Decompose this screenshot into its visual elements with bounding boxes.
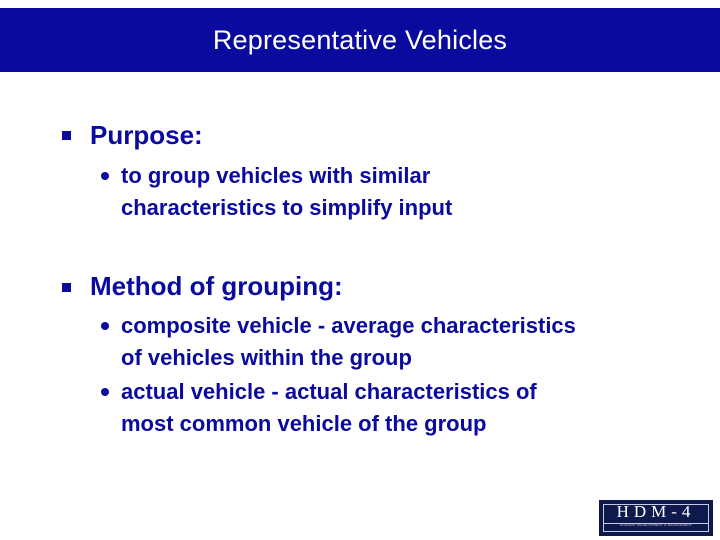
sub-bullet-actual-vehicle: [121, 376, 537, 440]
sub-bullet-purpose-text: [121, 160, 452, 224]
slide-title: Representative Vehicles: [212, 24, 508, 55]
round-bullet-icon: [101, 322, 109, 330]
hdm4-logo: [599, 500, 713, 536]
title-bar: [0, 8, 720, 72]
sub-bullet-line: composite vehicle - average characteristics: [121, 313, 576, 338]
round-bullet-icon: [101, 388, 109, 396]
sub-bullet-composite-vehicle: [121, 310, 576, 374]
bullet-purpose: Purpose:: [90, 120, 203, 150]
square-bullet-icon: [62, 283, 71, 292]
sub-bullet-line: most common vehicle of the group: [121, 411, 487, 436]
square-bullet-icon: [62, 131, 71, 140]
sub-bullet-line: of vehicles within the group: [121, 345, 412, 370]
sub-bullet-line: characteristics to simplify input: [121, 195, 453, 220]
sub-bullet-line: to group vehicles with similar: [121, 163, 431, 188]
logo-text: HDM-4: [616, 502, 696, 521]
logo-subtext: HIGHWAY DEVELOPMENT & MANAGEMENT: [619, 523, 693, 527]
round-bullet-icon: [101, 172, 109, 180]
bullet-method-of-grouping: Method of grouping:: [90, 271, 343, 301]
sub-bullet-line: actual vehicle - actual characteristics of: [121, 379, 537, 404]
